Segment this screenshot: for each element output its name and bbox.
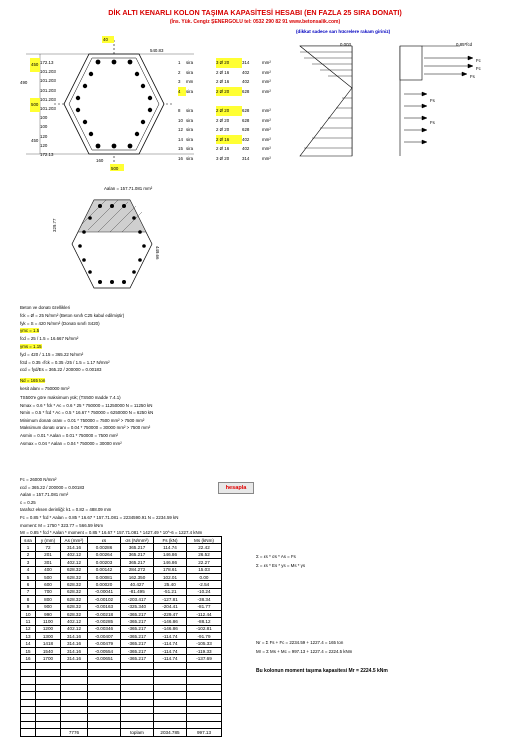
table-row-empty <box>21 714 222 721</box>
table-row-empty <box>21 692 222 699</box>
table-row: 14 1418 314.16 -0.00479 -365.217 -114.74 -105.33 <box>21 640 222 647</box>
table-row: 2 201 402.12 0.00264 365.217 146.86 26.52 <box>21 551 222 558</box>
rebar-row: 12 sira 2 Ø 20 628 mm² <box>178 127 271 133</box>
force-label-1: Fc <box>476 58 481 63</box>
bottom-value[interactable]: 500 <box>111 166 119 171</box>
rebar-row <box>178 96 271 106</box>
hex2-height: 329.77 <box>52 218 57 232</box>
table-row: 5 500 628.32 0.00081 162.350 102.01 0.00 <box>21 573 222 580</box>
rebar-row: 1 sira 3 Ø 20 314 mm² <box>178 58 271 68</box>
table-header-row: sıra y (mm) As (mm²) εs σs (N/mm²) Fs (kN) Ms (kNm) <box>21 537 222 544</box>
result-mr: Mr = Σ Ms + Mc = 997.13 + 1227.4 = 2224.5 kNm <box>256 649 353 654</box>
rebar-row: 15 sira 2 Ø 16 402 mm² <box>178 146 271 152</box>
capacity-summary: Bu kolonun moment taşıma kapasitesi Mr = 2224.5 kNm <box>256 668 388 674</box>
calc-fctd: fctd = 0.35 √fck = 0.35 √25 / 1.5 = 1.17 N/mm² <box>20 359 110 365</box>
side-val-1[interactable]: 450 <box>31 62 39 67</box>
table-row-empty <box>21 706 222 713</box>
table-row-empty <box>21 662 222 669</box>
fcd-label: 0.85*fcd <box>456 42 473 47</box>
strain-diagram <box>292 38 502 164</box>
hex2-width: 449.66 <box>155 246 160 260</box>
author-subtitle: (İns. Yük. Cengiz ŞENERGOLU tel: 0532 290 82 91 www.betonsalik.com) <box>169 19 341 25</box>
table-row: 3 301 402.12 0.00203 365.217 146.86 22.27 <box>21 559 222 566</box>
side-val-3: 490 <box>20 80 28 85</box>
table-row: 15 1540 314.16 -0.00554 -365.217 -114.74 -119.33 <box>21 647 222 654</box>
rebar-row: 4 sira 2 Ø 20 628 mm² <box>178 87 271 97</box>
table-row: 10 990 628.32 -0.00218 -365.217 -229.47 -112.44 <box>21 610 222 617</box>
table-row: 11 1100 402.12 -0.00285 -365.217 -146.86 -88.12 <box>21 618 222 625</box>
ts500-checks: TS500'e göre maksimum yük; (TS500 madde 7.4.1) Nmax = 0.6 * fck * Ac = 0.6 * 25 * 750000 = 11250000 N = 11250 kN Nmin = 0.5 * fcd * Ac = 0.5 * 16.67 * 750000 = 6250000 N = 6250 kN Minimum donatı oranı = 0.01 * 750000 = 7500 mm² > 7500 mm² Maksimum donatı oranı = 0.04 * 750000 = 30000 mm² > 7500 mm² Asmin = 0.01 * Aalan = 0.01 * 750000 = 7500 mm² Asmax = 0.04 * Aalan = 0.04 * 750000 = 30000 mm² <box>20 395 154 446</box>
fc-calculation: Fc = 26000 N/mm² εcd = 365.22 / 200000 = 0.00183 Aalan = 157.71.081 mm² c = 0.25 tarafsız eksen derinliği: k1 = 0.82 = 488.09 mm Fc = 0.85 * fcd * Aalan = 0.85 * 16.67 * 157.71.081 = 2234590.91 N = 2234.59 kN moment: M = 1750 * 323.77 = 566.59 kNm Mr = 0.85 * fcd * Aalan * moment = 0.85 * 16.67 * 157.71.081 * 1427.49 * 10^-6 = 1227.4 kNm <box>20 477 203 536</box>
input-nd[interactable]: Nd = 165 ton <box>20 378 46 384</box>
input-gamma-ms[interactable]: γms = 1.15 <box>20 343 42 349</box>
rebar-row: 3 mm 2 Ø 16 402 mm² <box>178 79 271 85</box>
material-inputs <box>20 304 124 393</box>
input-gamma-mc[interactable]: γmc = 1.5 <box>20 328 40 334</box>
input-fyk: fyk = S = 420 N/mm² (Donatı sınıfı S420) <box>20 320 100 326</box>
table-row: 8 800 628.32 -0.00102 -203.417 -127.81 -38.34 <box>21 596 222 603</box>
instruction-note: (dikkat sadece sarı hücrelere rakam giriniz) <box>296 29 391 34</box>
table-row-empty <box>21 684 222 691</box>
rebar-rows <box>178 58 271 164</box>
formula-note-1: Σ = εs * σs * As = Fs <box>256 554 296 559</box>
formula-note-2: Σ = εs * Es * ys = Ms * γs <box>256 563 306 568</box>
table-row: 7 700 628.32 -0.00041 -81.495 -51.21 -10.24 <box>21 588 222 595</box>
eps-top-label: 0.003 <box>340 42 351 47</box>
table-row: 12 1200 402.12 -0.00346 -365.217 -146.86 -102.81 <box>21 625 222 632</box>
cover-value[interactable]: 40 <box>103 37 108 42</box>
rebar-row: 10 sira 2 Ø 20 628 mm² <box>178 117 271 123</box>
force-label-3: Fs <box>470 74 475 79</box>
side-val-4: 450 <box>31 138 39 143</box>
area-label: Aalan = 157.71.081 mm² <box>104 186 153 191</box>
compression-zone-drawing <box>62 196 162 292</box>
force-label-4: Fs <box>430 98 435 103</box>
left-col-list: 172.13 101.203 101.203 101.203 101.203 101.203 100 100 120 120 172.13 <box>40 60 56 158</box>
page-title: DİK ALTI KENARLI KOLON TAŞIMA KAPASİTESİ HESABI (EN FAZLA 25 SIRA DONATI) <box>108 8 402 17</box>
table-row: 1 72 314.16 0.00286 365.217 114.74 22.42 <box>21 544 222 551</box>
table-row-empty <box>21 677 222 684</box>
table-row: 6 600 628.32 0.00020 40.427 25.40 -2.54 <box>21 581 222 588</box>
side-val-2[interactable]: 500 <box>31 102 39 107</box>
input-fck: fck = Ø = 25 N/mm² (Beton sınıfı C25 kabul edilmiştir) <box>20 312 125 318</box>
calc-eps: εcd = fyd/Es = 365.22 / 200000 = 0.00183 <box>20 367 102 373</box>
diag1-value: 160 <box>96 158 104 163</box>
calc-fcd: fcd = 25 / 1.5 = 16.667 N/mm² <box>20 336 79 342</box>
table-row-empty <box>21 721 222 728</box>
calc-fyd: fyd = 420 / 1.15 = 365.22 N/mm² <box>20 351 84 357</box>
table-row-empty <box>21 670 222 677</box>
calculate-button[interactable]: hesapla <box>218 482 254 494</box>
table-row: 13 1300 314.16 -0.00407 -365.217 -114.74 -91.79 <box>21 633 222 640</box>
table-row: 16 1700 314.16 -0.00651 -365.217 -114.74 -137.69 <box>21 655 222 662</box>
rebar-row: 14 sira 2 Ø 16 402 mm² <box>178 135 271 145</box>
table-row: 9 900 628.32 -0.00163 -325.340 -204.41 -81.77 <box>21 603 222 610</box>
inputs-title: Beton ve donatı özellikleri <box>20 305 71 310</box>
rebar-row: 2 sira 2 Ø 16 402 mm² <box>178 69 271 75</box>
force-label-5: Fs <box>430 120 435 125</box>
rebar-row: 16 sira 3 Ø 20 314 mm² <box>178 155 271 161</box>
table-total-row: 7776 toplam 2034.785 997.13 <box>21 729 222 736</box>
rebar-row: 8 sira 2 Ø 20 628 mm² <box>178 106 271 116</box>
width-top-value: 540.83 <box>150 48 164 53</box>
results-table <box>20 536 222 737</box>
table-row: 4 400 628.32 0.00142 284.272 178.61 15.03 <box>21 566 222 573</box>
table-row-empty <box>21 699 222 706</box>
kesit-alani: kesit alanı = 750000 mm² <box>20 385 70 391</box>
force-label-2: Fc <box>476 66 481 71</box>
result-nr: Nr = Σ Fs + Fc = 2234.59 + 1227.4 = 165 ton <box>256 640 344 645</box>
